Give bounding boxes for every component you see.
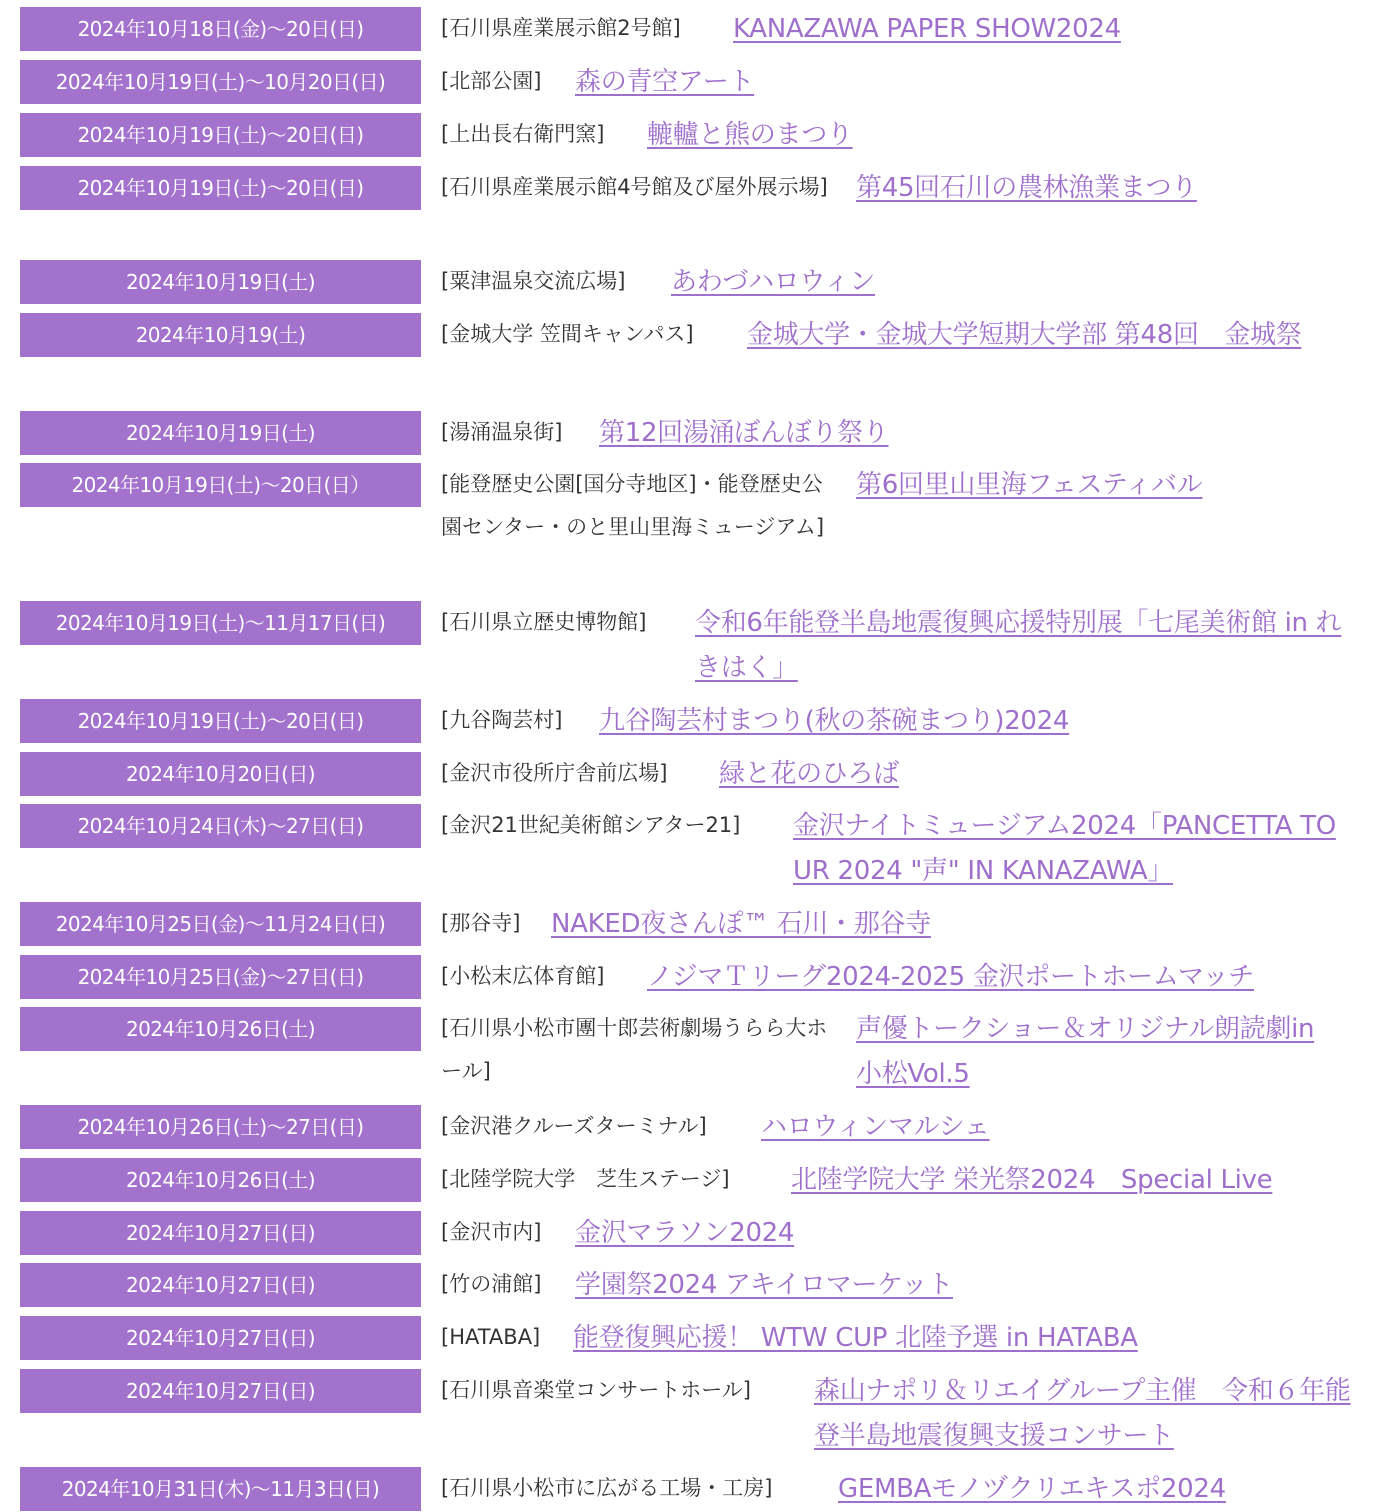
event-venue: [石川県産業展示館2号館] [441,16,681,40]
event-title-link[interactable]: 緑と花のひろば [719,759,899,789]
event-venue: [湯涌温泉街] [441,420,563,444]
event-title-link[interactable]: あわづハロウィン [671,267,876,297]
event-date: 2024年10月25日(金)〜11月24日(日) [20,902,421,946]
event-title-link[interactable]: 第6回里山里海フェスティバル [856,470,1203,500]
event-date: 2024年10月18日(金)〜20日(日) [20,7,421,51]
event-date: 2024年10月19日(土)〜20日(日) [20,699,421,743]
event-date: 2024年10月19日(土)〜11月17日(日) [20,601,421,645]
event-venue: [石川県産業展示館4号館及び屋外展示場] [441,175,828,199]
event-title-link[interactable]: 森山ナポリ＆リエイグループ主催 令和６年能登半島地震復興支援コンサート [814,1376,1351,1451]
event-title-link[interactable]: 学園祭2024 アキイロマーケット [575,1270,953,1300]
event-title-link[interactable]: 金沢ナイトミュージアム2024「PANCETTA TOUR 2024 "声" IN KANAZAWA」 [793,811,1336,886]
event-date: 2024年10月19日(土)〜20日(日) [20,166,421,210]
event-date: 2024年10月26日(土) [20,1158,421,1202]
event-title-link[interactable]: ハロウィンマルシェ [761,1112,990,1142]
event-venue: [北陸学院大学 芝生ステージ] [441,1167,730,1191]
event-venue: [那谷寺] [441,911,521,935]
event-title-link[interactable]: GEMBAモノヅクリエキスポ2024 [838,1474,1226,1504]
event-title-link[interactable]: 第12回湯涌ぼんぼり祭り [599,418,889,448]
event-venue: [金沢市内] [441,1220,542,1244]
event-title-link[interactable]: KANAZAWA PAPER SHOW2024 [733,14,1121,44]
event-title-link[interactable]: 第45回石川の農林漁業まつり [856,173,1197,203]
event-date: 2024年10月20日(日) [20,752,421,796]
event-title-link[interactable]: 森の青空アート [575,67,755,97]
event-venue: [石川県立歴史博物館] [441,610,647,634]
event-venue: [竹の浦館] [441,1272,542,1296]
event-title-link[interactable]: 能登復興応援！ WTW CUP 北陸予選 in HATABA [573,1323,1138,1353]
event-venue: [金沢港クルーズターミナル] [441,1114,707,1138]
event-venue: [粟津温泉交流広場] [441,269,626,293]
event-date: 2024年10月27日(日) [20,1316,421,1360]
event-date: 2024年10月27日(日) [20,1211,421,1255]
event-venue: [金城大学 笠間キャンパス] [441,322,694,346]
event-title-link[interactable]: ノジマＴリーグ2024-2025 金沢ポートホームマッチ [647,962,1254,992]
event-title-link[interactable]: 声優トークショー＆オリジナル朗読劇in小松Vol.5 [856,1014,1315,1089]
event-venue: [上出長右衛門窯] [441,122,605,146]
event-date: 2024年10月27日(日) [20,1263,421,1307]
event-venue: [小松末広体育館] [441,964,605,988]
event-date: 2024年10月19(土) [20,313,421,357]
event-title-link[interactable]: 轆轤と熊のまつり [647,120,853,150]
event-date: 2024年10月31日(木)〜11月3日(日) [20,1467,421,1511]
event-date: 2024年10月19日(土) [20,411,421,455]
event-venue: [石川県音楽堂コンサートホール] [441,1378,751,1402]
event-date: 2024年10月26日(土) [20,1007,421,1051]
event-date: 2024年10月27日(日) [20,1369,421,1413]
event-date: 2024年10月25日(金)〜27日(日) [20,955,421,999]
event-date: 2024年10月24日(木)〜27日(日) [20,804,421,848]
event-date: 2024年10月19日(土)〜20日(日) [20,113,421,157]
event-venue: [能登歴史公園[国分寺地区]・能登歴史公園センター・のと里山里海ミュージアム] [441,472,825,539]
event-title-link[interactable]: 金沢マラソン2024 [575,1218,795,1248]
event-venue: [HATABA] [441,1325,541,1349]
event-date: 2024年10月19日(土)〜20日(日） [20,463,421,507]
event-venue: [石川県小松市に広がる工場・工房] [441,1476,773,1500]
event-title-link[interactable]: NAKED夜さんぽ™ 石川・那谷寺 [551,909,931,939]
event-venue: [北部公園] [441,69,542,93]
event-date: 2024年10月19日(土) [20,260,421,304]
event-title-link[interactable]: 北陸学院大学 栄光祭2024 Special Live [791,1165,1273,1195]
event-date: 2024年10月19日(土)〜10月20日(日) [20,60,421,104]
event-title-link[interactable]: 九谷陶芸村まつり(秋の茶碗まつり)2024 [599,706,1070,736]
event-title-link[interactable]: 金城大学・金城大学短期大学部 第48回 金城祭 [747,320,1302,350]
event-title-link[interactable]: 令和6年能登半島地震復興応援特別展「七尾美術館 in れきはく」 [695,608,1342,683]
event-venue: [九谷陶芸村] [441,708,563,732]
event-venue: [金沢市役所庁舎前広場] [441,761,668,785]
event-venue: [金沢21世紀美術館シアター21] [441,813,741,837]
event-date: 2024年10月26日(土)〜27日(日) [20,1105,421,1149]
event-venue: [石川県小松市團十郎芸術劇場うらら大ホール] [441,1016,828,1083]
